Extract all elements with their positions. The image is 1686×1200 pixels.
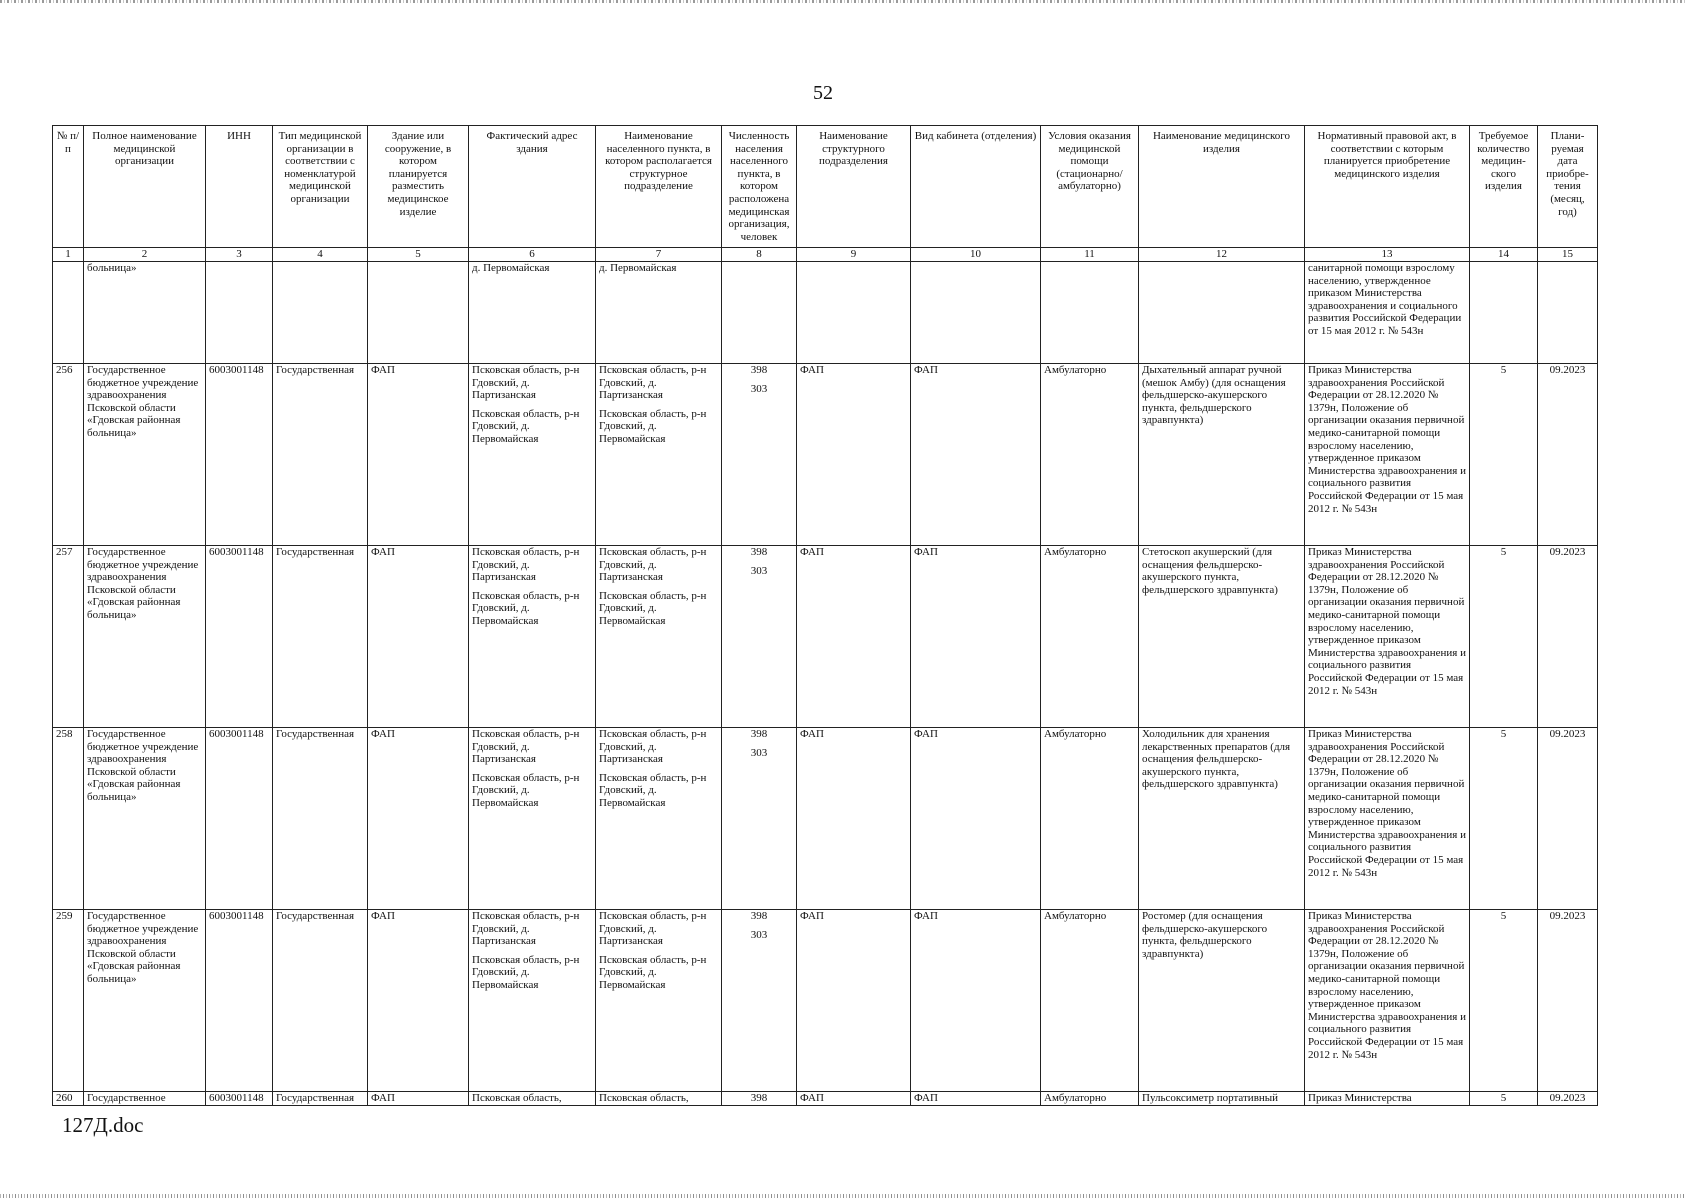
header-cell: Численность населения населенного пункта, в котором расположена медицинская организация, человек <box>722 126 797 248</box>
population-value: 398 <box>750 728 768 740</box>
building: ФАП <box>368 728 469 910</box>
column-number: 15 <box>1538 248 1598 262</box>
quantity: 5 <box>1470 1092 1538 1106</box>
org-name: Государственное бюджетное учреждение здравоохранения Псковской области «Гдовская районная больница» <box>84 364 206 546</box>
org-type: Государственная <box>273 364 368 546</box>
org-type: Государственная <box>273 728 368 910</box>
population-value: 398 <box>750 910 768 922</box>
column-number: 6 <box>469 248 596 262</box>
row-number <box>53 262 84 364</box>
legal-act: санитарной помощи взрослому населению, утвержденное приказом Министерства здравоохранения и социального развития Российской Федерации от 15 мая 2012 г. № 543н <box>1305 262 1470 364</box>
header-cell: Условия оказания медицинской помощи (стационарно/ амбулаторно) <box>1041 126 1139 248</box>
settlement: Псковская область, <box>596 1092 722 1106</box>
structural-unit: ФАП <box>797 728 911 910</box>
table-body <box>53 126 1598 1106</box>
settlement-line: Псковская область, р-н Гдовский, д. Партизанская <box>599 364 707 402</box>
structural-unit: ФАП <box>797 1092 911 1106</box>
address <box>469 364 596 546</box>
equipment-table <box>52 125 1598 1106</box>
org-type <box>273 262 368 364</box>
cabinet-type: ФАП <box>911 1092 1041 1106</box>
org-name: больница» <box>84 262 206 364</box>
column-number: 8 <box>722 248 797 262</box>
population-value: 303 <box>750 564 768 577</box>
population-value: 303 <box>750 928 768 941</box>
quantity: 5 <box>1470 910 1538 1092</box>
column-number: 12 <box>1139 248 1305 262</box>
header-cell: Полное наименование медицинской организации <box>84 126 206 248</box>
device-name: Холодильник для хранения лекарственных препаратов (для оснащения фельдшерско-акушерского пункта, фельдшерского здравпункта) <box>1139 728 1305 910</box>
legal-act: Приказ Министерства здравоохранения Российской Федерации от 28.12.2020 № 1379н, Положение об организации оказания первичной медико-санитарной помощи взрослому населению, утвержденное приказом Министерства здравоохранения и социального развития Российской Федерации от 15 мая 2012 г. № 543н <box>1305 728 1470 910</box>
cabinet-type: ФАП <box>911 364 1041 546</box>
quantity: 5 <box>1470 364 1538 546</box>
device-name: Стетоскоп акушерский (для оснащения фельдшерско-акушерского пункта, фельдшерского здравпункта) <box>1139 546 1305 728</box>
org-name: Государственное бюджетное учреждение здравоохранения Псковской области «Гдовская районная больница» <box>84 546 206 728</box>
legal-act: Приказ Министерства здравоохранения Российской Федерации от 28.12.2020 № 1379н, Положение об организации оказания первичной медико-санитарной помощи взрослому населению, утвержденное приказом Министерства здравоохранения и социального развития Российской Федерации от 15 мая 2012 г. № 543н <box>1305 546 1470 728</box>
address <box>469 728 596 910</box>
header-cell: Наименование структурного подразделения <box>797 126 911 248</box>
column-number: 14 <box>1470 248 1538 262</box>
care-conditions: Амбулаторно <box>1041 1092 1139 1106</box>
address <box>469 910 596 1092</box>
settlement: д. Первомайская <box>596 262 722 364</box>
population: 398 <box>722 1092 797 1106</box>
org-name: Государственное бюджетное учреждение здравоохранения Псковской области «Гдовская районная больница» <box>84 910 206 1092</box>
population <box>722 546 797 728</box>
address-line: Псковская область, р-н Гдовский, д. Первомайская <box>472 589 580 627</box>
column-number: 11 <box>1041 248 1139 262</box>
settlement-line: Псковская область, р-н Гдовский, д. Партизанская <box>599 910 707 948</box>
care-conditions: Амбулаторно <box>1041 546 1139 728</box>
address <box>469 546 596 728</box>
address-line: Псковская область, р-н Гдовский, д. Первомайская <box>472 771 580 809</box>
inn: 6003001148 <box>206 364 273 546</box>
table-row <box>53 364 1598 546</box>
purchase-date: 09.2023 <box>1538 728 1598 910</box>
device-name: Дыхательный аппарат ручной (мешок Амбу) (для оснащения фельдшерско-акушерского пункта, фельдшерского здравпункта) <box>1139 364 1305 546</box>
building: ФАП <box>368 546 469 728</box>
cabinet-type <box>911 262 1041 364</box>
settlement <box>596 364 722 546</box>
population-value: 303 <box>750 746 768 759</box>
care-conditions: Амбулаторно <box>1041 364 1139 546</box>
device-name <box>1139 262 1305 364</box>
table-row <box>53 546 1598 728</box>
address-line: Псковская область, р-н Гдовский, д. Первомайская <box>472 953 580 991</box>
row-number: 256 <box>53 364 84 546</box>
population <box>722 262 797 364</box>
structural-unit: ФАП <box>797 364 911 546</box>
structural-unit: ФАП <box>797 546 911 728</box>
care-conditions <box>1041 262 1139 364</box>
column-number: 10 <box>911 248 1041 262</box>
header-row <box>53 126 1598 248</box>
building: ФАП <box>368 364 469 546</box>
address-line: Псковская область, р-н Гдовский, д. Партизанская <box>472 546 580 584</box>
header-cell: Здание или сооружение, в котором планируется разместить медицинское изделие <box>368 126 469 248</box>
purchase-date: 09.2023 <box>1538 1092 1598 1106</box>
header-cell: Требуемое количество медицин-ского изделия <box>1470 126 1538 248</box>
settlement-line: Псковская область, р-н Гдовский, д. Первомайская <box>599 771 707 809</box>
address: Псковская область, <box>469 1092 596 1106</box>
building: ФАП <box>368 1092 469 1106</box>
row-number: 260 <box>53 1092 84 1106</box>
row-number: 257 <box>53 546 84 728</box>
purchase-date <box>1538 262 1598 364</box>
column-number: 2 <box>84 248 206 262</box>
table-row <box>53 910 1598 1092</box>
inn <box>206 262 273 364</box>
address-line: Псковская область, р-н Гдовский, д. Партизанская <box>472 364 580 402</box>
purchase-date: 09.2023 <box>1538 910 1598 1092</box>
device-name: Ростомер (для оснащения фельдшерско-акушерского пункта, фельдшерского здравпункта) <box>1139 910 1305 1092</box>
column-number: 3 <box>206 248 273 262</box>
column-number: 9 <box>797 248 911 262</box>
legal-act: Приказ Министерства здравоохранения Российской Федерации от 28.12.2020 № 1379н, Положение об организации оказания первичной медико-санитарной помощи взрослому населению, утвержденное приказом Министерства здравоохранения и социального развития Российской Федерации от 15 мая 2012 г. № 543н <box>1305 364 1470 546</box>
header-cell: Нормативный правовой акт, в соответствии с которым планируется приобретение медицинского изделия <box>1305 126 1470 248</box>
settlement-line: Псковская область, р-н Гдовский, д. Партизанская <box>599 728 707 766</box>
settlement-line: Псковская область, р-н Гдовский, д. Первомайская <box>599 407 707 445</box>
legal-act: Приказ Министерства <box>1305 1092 1470 1106</box>
header-cell: № п/п <box>53 126 84 248</box>
inn: 6003001148 <box>206 910 273 1092</box>
structural-unit <box>797 262 911 364</box>
legal-act: Приказ Министерства здравоохранения Российской Федерации от 28.12.2020 № 1379н, Положение об организации оказания первичной медико-санитарной помощи взрослому населению, утвержденное приказом Министерства здравоохранения и социального развития Российской Федерации от 15 мая 2012 г. № 543н <box>1305 910 1470 1092</box>
continuation-row <box>53 262 1598 364</box>
purchase-date: 09.2023 <box>1538 546 1598 728</box>
footer-filename: 127Д.doc <box>62 1113 144 1137</box>
header-cell: Наименование населенного пункта, в котором располагается структурное подразделение <box>596 126 722 248</box>
population <box>722 910 797 1092</box>
address-line: Псковская область, р-н Гдовский, д. Партизанская <box>472 728 580 766</box>
org-type: Государственная <box>273 546 368 728</box>
column-number-row <box>53 248 1598 262</box>
address-line: Псковская область, р-н Гдовский, д. Партизанская <box>472 910 580 948</box>
cabinet-type: ФАП <box>911 546 1041 728</box>
address: д. Первомайская <box>469 262 596 364</box>
org-type: Государственная <box>273 910 368 1092</box>
settlement-line: Псковская область, р-н Гдовский, д. Первомайская <box>599 589 707 627</box>
header-cell: ИНН <box>206 126 273 248</box>
structural-unit: ФАП <box>797 910 911 1092</box>
header-cell: Вид кабинета (отделения) <box>911 126 1041 248</box>
column-number: 7 <box>596 248 722 262</box>
settlement-line: Псковская область, р-н Гдовский, д. Партизанская <box>599 546 707 584</box>
settlement <box>596 546 722 728</box>
inn: 6003001148 <box>206 1092 273 1106</box>
quantity <box>1470 262 1538 364</box>
column-number: 4 <box>273 248 368 262</box>
population-value: 398 <box>750 364 768 376</box>
care-conditions: Амбулаторно <box>1041 910 1139 1092</box>
population <box>722 728 797 910</box>
column-number: 5 <box>368 248 469 262</box>
building: ФАП <box>368 910 469 1092</box>
table-row <box>53 728 1598 910</box>
column-number: 13 <box>1305 248 1470 262</box>
care-conditions: Амбулаторно <box>1041 728 1139 910</box>
row-number: 258 <box>53 728 84 910</box>
quantity: 5 <box>1470 728 1538 910</box>
settlement <box>596 910 722 1092</box>
header-cell: Фактический адрес здания <box>469 126 596 248</box>
scan-edge-top <box>0 0 1686 3</box>
header-cell: Плани-руемая дата приобре-тения (месяц, год) <box>1538 126 1598 248</box>
address-line: Псковская область, р-н Гдовский, д. Первомайская <box>472 407 580 445</box>
quantity: 5 <box>1470 546 1538 728</box>
purchase-date: 09.2023 <box>1538 364 1598 546</box>
device-name: Пульсоксиметр портативный <box>1139 1092 1305 1106</box>
row-number: 259 <box>53 910 84 1092</box>
cabinet-type: ФАП <box>911 728 1041 910</box>
header-cell: Наименование медицинского изделия <box>1139 126 1305 248</box>
settlement-line: Псковская область, р-н Гдовский, д. Первомайская <box>599 953 707 991</box>
population-value: 398 <box>750 546 768 558</box>
population <box>722 364 797 546</box>
table-row-partial <box>53 1092 1598 1106</box>
header-cell: Тип медицинской организации в соответствии с номенклатурой медицинской организации <box>273 126 368 248</box>
inn: 6003001148 <box>206 546 273 728</box>
settlement <box>596 728 722 910</box>
page-number: 52 <box>813 82 833 104</box>
org-type: Государственная <box>273 1092 368 1106</box>
building <box>368 262 469 364</box>
org-name: Государственное бюджетное учреждение здравоохранения Псковской области «Гдовская районная больница» <box>84 728 206 910</box>
cabinet-type: ФАП <box>911 910 1041 1092</box>
org-name: Государственное <box>84 1092 206 1106</box>
inn: 6003001148 <box>206 728 273 910</box>
scan-edge-bottom <box>0 1194 1686 1198</box>
population-value: 303 <box>750 382 768 395</box>
column-number: 1 <box>53 248 84 262</box>
